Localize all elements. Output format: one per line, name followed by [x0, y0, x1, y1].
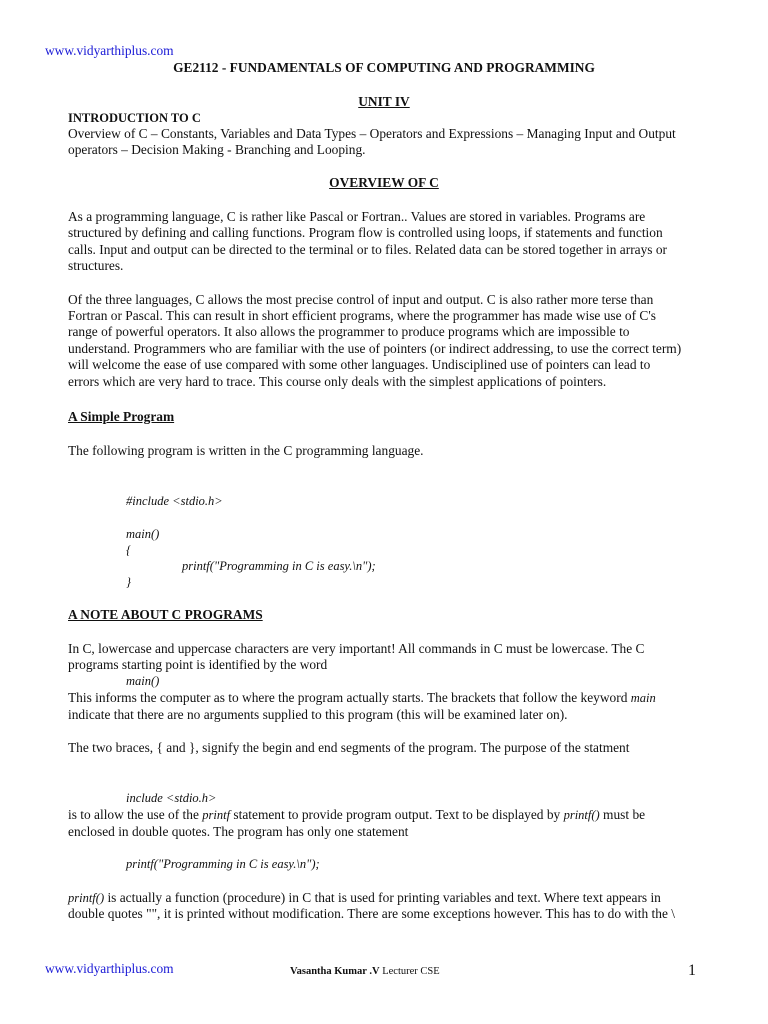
note-para-2-line-1 [68, 690, 708, 706]
note-para-2-line-2: indicate that there are no arguments supplied to this program (this will be examined later on). [68, 707, 568, 722]
overview-para-1-line-2: structured by defining and calling functions. Program flow is controlled using loops, if statements and function [68, 225, 663, 240]
note-para-4-text-c: statement to provide program output. Text to be displayed by [230, 807, 564, 822]
overview-para-1-line-3: calls. Input and output can be directed to the terminal or to files. Related data can be stored together in arrays or [68, 242, 668, 257]
note-main-keyword: main [630, 691, 656, 705]
footer-site-link[interactable]: www.vidyarthiplus.com [45, 961, 174, 976]
course-title: GE2112 - FUNDAMENTALS OF COMPUTING AND PROGRAMMING [173, 60, 595, 75]
code-close-brace: } [126, 575, 131, 589]
note-include-code: include <stdio.h> [126, 791, 217, 805]
overview-para-1-line-4: structures. [68, 258, 124, 273]
page-number: 1 [688, 962, 696, 979]
note-para-2-text: This informs the computer as to where the program actually starts. The brackets that follow the keyword [68, 690, 631, 705]
note-para-4-line-1 [68, 807, 708, 823]
header-site-link[interactable]: www.vidyarthiplus.com [45, 43, 174, 58]
code-open-brace: { [126, 543, 131, 557]
overview-para-2-line-1: Of the three languages, C allows the most precise control of input and output. C is also rather more terse than [68, 292, 654, 307]
note-printf-call: printf() [563, 808, 600, 822]
intro-line-1: Overview of C – Constants, Variables and Data Types – Operators and Expressions – Managing Input and Output [68, 126, 676, 141]
note-main-word: main() [126, 674, 160, 688]
note-para-5-text: is actually a function (procedure) in C that is used for printing variables and text. Where text appears in [104, 890, 661, 905]
intro-heading: INTRODUCTION TO C [68, 111, 201, 125]
overview-para-2-line-6: errors which are very hard to trace. This course only deals with the simplest applications of pointers. [68, 374, 607, 389]
overview-para-2-line-3: range of powerful operators. It also allows the programmer to produce programs which are impossible to [68, 324, 630, 339]
simple-program-heading: A Simple Program [68, 409, 175, 424]
note-heading: A NOTE ABOUT C PROGRAMS [68, 607, 263, 622]
footer-author [290, 966, 440, 977]
overview-para-1-line-1: As a programming language, C is rather like Pascal or Fortran.. Values are stored in variables. Programs are [68, 209, 646, 224]
note-printf-word: printf [202, 808, 231, 822]
simple-program-text: The following program is written in the C programming language. [68, 443, 424, 458]
note-para-4-line-2: enclosed in double quotes. The program has only one statement [68, 824, 409, 839]
note-printf-function: printf() [68, 891, 105, 905]
note-para-4-text-a: is to allow the use of the [68, 807, 203, 822]
note-printf-code: printf("Programming in C is easy.\n"); [126, 857, 320, 871]
note-para-1-line-2: programs starting point is identified by the word [68, 657, 328, 672]
note-para-4-text-e: must be [599, 807, 646, 822]
overview-para-2-line-2: Fortran or Pascal. This can result in short efficient programs, where the programmer has made wise use of C's [68, 308, 656, 323]
overview-para-2-line-5: will welcome the ease of use compared with some other languages. Undisciplined use of pointers can lead to [68, 357, 651, 372]
intro-line-2: operators – Decision Making - Branching and Looping. [68, 142, 366, 157]
footer-author-name: Vasantha Kumar .V [290, 966, 380, 977]
note-para-1-line-1: In C, lowercase and uppercase characters are very important! All commands in C must be lowercase. The C [68, 641, 645, 656]
overview-heading: OVERVIEW OF C [329, 175, 439, 190]
code-printf: printf("Programming in C is easy.\n"); [182, 559, 376, 573]
code-main: main() [126, 527, 160, 541]
unit-heading: UNIT IV [358, 94, 410, 109]
note-para-5-line-1 [68, 890, 708, 906]
note-para-5-line-2: double quotes "", it is printed without modification. There are some exceptions however. This has to do with the \ [68, 906, 675, 921]
code-include: #include <stdio.h> [126, 494, 223, 508]
overview-para-2-line-4: understand. Programmers who are familiar with the use of pointers (or indirect addressing, to use the correct term) [68, 341, 682, 356]
note-para-3: The two braces, { and }, signify the begin and end segments of the program. The purpose of the statment [68, 740, 630, 755]
footer-author-role: Lecturer CSE [379, 966, 440, 977]
